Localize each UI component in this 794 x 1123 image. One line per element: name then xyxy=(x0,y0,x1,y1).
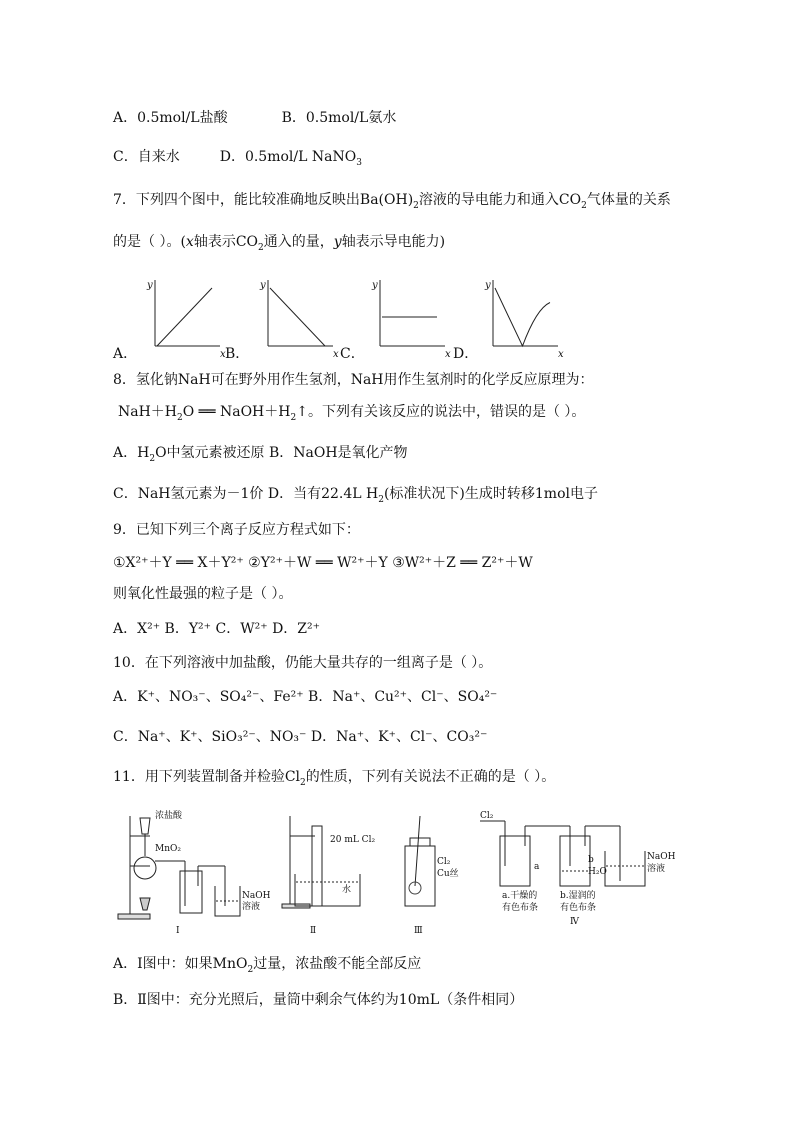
label-dry-2: 有色布条 xyxy=(502,903,539,913)
q8-stem-line1: 8．氢化钠NaH可在野外用作生氢剂，NaH用作生氢剂时的化学反应原理为： xyxy=(113,372,594,388)
chart-label-b: B． xyxy=(225,346,250,362)
label-a: a xyxy=(534,862,540,872)
label-i: Ⅰ xyxy=(176,926,180,936)
label-naoh-1: NaOH xyxy=(242,891,271,901)
chart-A-y-label: y xyxy=(147,280,153,291)
chart-D-line xyxy=(495,288,550,346)
label-conc-hcl: 浓盐酸 xyxy=(155,811,183,821)
q9-ask: 则氧化性最强的粒子是（ ）。 xyxy=(113,586,293,602)
apparatus-i xyxy=(118,809,271,936)
chart-A-x-label: x xyxy=(220,349,226,360)
apparatus-figure xyxy=(110,806,680,936)
q11-option-b: B．Ⅱ图中：充分光照后，量筒中剩余气体约为10mL（条件相同） xyxy=(113,992,524,1008)
chart-B-y-label: y xyxy=(260,280,266,291)
label-dry-1: a.干燥的 xyxy=(502,891,538,901)
label-cl2: Cl₂ xyxy=(437,857,451,867)
q6-option-d: D．0.5mol/L NaNO$_3$ xyxy=(219,149,362,168)
label-mno2: MnO₂ xyxy=(155,844,181,854)
q7-stem-line1: 7．下列四个图中，能比较准确地反映出$Ba(OH)_2$溶液的导电能力和通入$CO_2$气体量的关系 xyxy=(113,192,671,211)
q11-stem: 11．用下列装置制备并检验$Cl_2$的性质，下列有关说法不正确的是（ ）。 xyxy=(113,769,556,788)
q10-stem: 10．在下列溶液中加盐酸，仍能大量共存的一组离子是（ ）。 xyxy=(113,655,493,671)
q6-options-row1 xyxy=(113,108,396,128)
chart-B-line xyxy=(270,288,325,346)
q9-options: A．X²⁺ B．Y²⁺ C．W²⁺ D．Z²⁺ xyxy=(113,621,321,637)
label-wet-2: 有色布条 xyxy=(560,903,597,913)
chart-A-line xyxy=(157,288,212,346)
label-iv: Ⅳ xyxy=(570,917,579,927)
apparatus-iv xyxy=(480,811,676,927)
q6-option-c: C．自来水 xyxy=(113,149,180,165)
label-sol-1: 溶液 xyxy=(242,902,261,912)
q11-option-a: A．Ⅰ图中：如果MnO$_2$过量，浓盐酸不能全部反应 xyxy=(113,956,422,975)
label-sol-2: 溶液 xyxy=(647,864,666,874)
chart-D-y-label: y xyxy=(485,280,491,291)
apparatus-iii xyxy=(405,816,459,936)
q8-options-row1: A．$H_2O$中氢元素被还原 B．NaOH是氧化产物 xyxy=(113,445,408,464)
q6-option-a: A．0.5mol/L盐酸 xyxy=(113,110,228,126)
label-h2o: H₂O xyxy=(588,867,607,877)
label-b: b xyxy=(588,855,594,865)
q9-stem: 9．已知下列三个离子反应方程式如下： xyxy=(113,522,360,538)
chart-label-a: A． xyxy=(113,346,138,362)
q6-option-b: B．0.5mol/L氨水 xyxy=(281,110,397,126)
chart-label-c: C． xyxy=(340,346,365,362)
label-20ml-cl2: 20 mL Cl₂ xyxy=(330,835,376,845)
q9-equations: ①X²⁺＋Y ══ X＋Y²⁺ ②Y²⁺＋W ══ W²⁺＋Y ③W²⁺＋Z ══ Z²⁺＋W xyxy=(113,555,533,571)
q8-equation-line: $NaH+H_2O$ ══ $NaOH+H_2↑$。下列有关该反应的说法中，错误的是（ ）。 xyxy=(118,404,586,423)
chart-D-x-label: x xyxy=(558,349,564,360)
q6-options-row2 xyxy=(113,147,362,167)
chart-B-x-label: x xyxy=(333,349,339,360)
label-water: 水 xyxy=(342,885,352,895)
label-iii: Ⅲ xyxy=(414,926,423,936)
label-wet-1: b.湿润的 xyxy=(560,891,596,901)
label-naoh-2: NaOH xyxy=(647,852,676,862)
apparatus-ii xyxy=(282,816,375,936)
label-ii: Ⅱ xyxy=(310,926,317,936)
chart-C-y-label: y xyxy=(372,280,378,291)
label-cl2-in: Cl₂ xyxy=(480,811,494,821)
q10-options-row2: C．Na⁺、K⁺、SiO₃²⁻、NO₃⁻ D．Na⁺、K⁺、Cl⁻、CO₃²⁻ xyxy=(113,729,488,745)
q8-options-row2: C．NaH氢元素为－1价 D．当有22.4L $H_2$(标准状况下)生成时转移1mol电子 xyxy=(113,486,598,505)
q10-options-row1: A．K⁺、NO₃⁻、SO₄²⁻、Fe²⁺ B．Na⁺、Cu²⁺、Cl⁻、SO₄²⁻ xyxy=(113,689,498,705)
q7-stem-line2: 的是（ ）。(x轴表示$CO_2$通入的量，y轴表示导电能力) xyxy=(113,234,446,253)
chart-label-d: D． xyxy=(453,346,479,362)
label-cu-wire: Cu丝 xyxy=(437,869,459,879)
chart-C-x-label: x xyxy=(445,349,451,360)
